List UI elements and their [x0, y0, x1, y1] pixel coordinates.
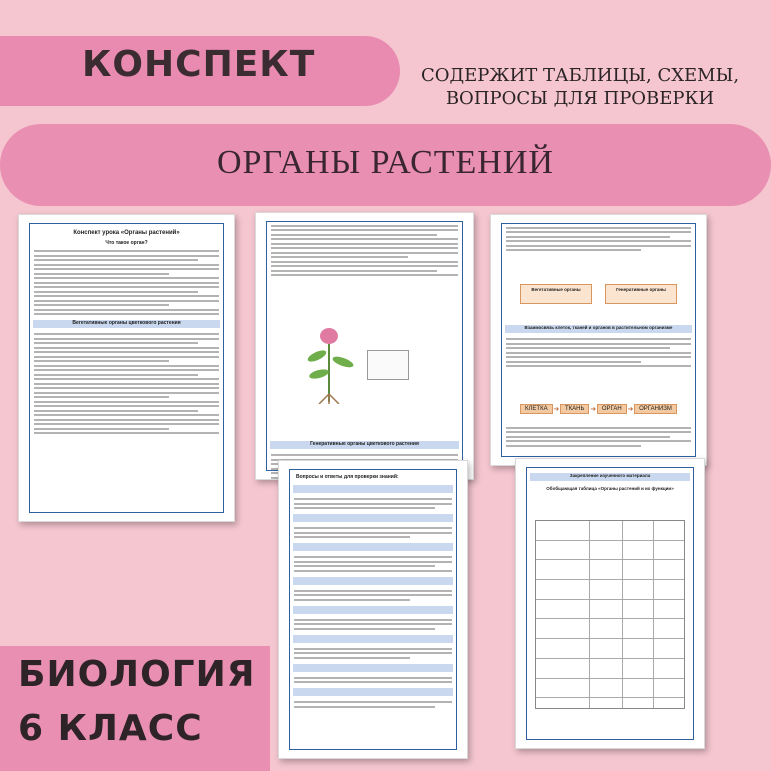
page5-title: Закрепление изученного материала: [569, 473, 651, 478]
page2-section: Генеративные органы цветкового растения: [310, 441, 419, 447]
plant-legend: [367, 350, 409, 380]
vegetative-organs-box: Вегетативные органы: [520, 284, 592, 304]
subtitle-line-1: СОДЕРЖИТ ТАБЛИЦЫ, СХЕМЫ,: [420, 65, 740, 86]
generative-organs-box: Генеративные органы: [605, 284, 677, 304]
page-preview-5: [515, 458, 705, 749]
page-preview-2: [255, 212, 474, 480]
plant-illustration: [289, 314, 369, 404]
flow-node-tissue: ТКАНЬ: [560, 404, 589, 414]
summary-table: [535, 520, 685, 709]
flow-node-cell: КЛЕТКА: [520, 404, 553, 414]
cover-subtitle: [405, 64, 755, 110]
topic-title: ОРГАНЫ РАСТЕНИЙ: [217, 144, 554, 181]
flow-node-organ: ОРГАН: [597, 404, 627, 414]
page-border: [526, 467, 694, 740]
page1-section-1: Что такое орган?: [105, 240, 148, 246]
page-preview-4: [278, 460, 468, 759]
subtitle-line-2: ВОПРОСЫ ДЛЯ ПРОВЕРКИ: [445, 88, 715, 109]
page-border: [289, 469, 457, 750]
page-border: [29, 223, 224, 513]
page-border: [501, 223, 696, 457]
page4-title: Вопросы и ответы для проверки знаний:: [296, 474, 399, 480]
page1-section-2: Вегетативные органы цветкового растения: [72, 320, 181, 326]
page-preview-1: [18, 214, 235, 522]
grade-label: 6 КЛАСС: [18, 708, 203, 749]
page5-subtitle: Обобщающая таблица «Органы растений и их функции»: [546, 486, 674, 491]
page1-title: Конспект урока «Органы растений»: [73, 230, 180, 236]
page-preview-3: [490, 214, 707, 466]
page-border: [266, 221, 463, 471]
cell-tissue-organ-flow: КЛЕТКА ➜ ТКАНЬ ➜ ОРГАН ➜ ОРГАНИЗМ: [520, 402, 677, 416]
page3-section: Взаимосвязь клеток, тканей и органов в растительном организме: [524, 325, 673, 330]
subject-name: БИОЛОГИЯ: [18, 654, 256, 695]
flow-node-organism: ОРГАНИЗМ: [634, 404, 677, 414]
cover-title: КОНСПЕКТ: [82, 44, 316, 85]
